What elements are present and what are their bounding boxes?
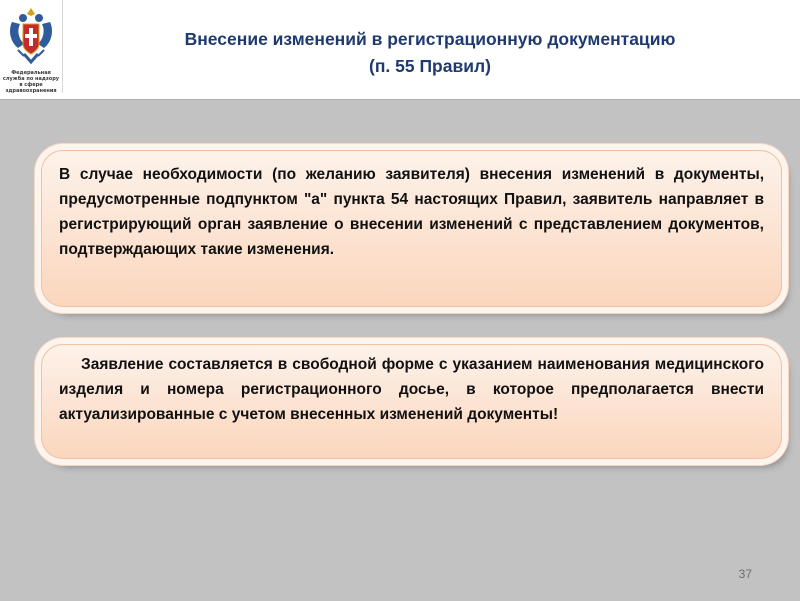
slide-header (0, 0, 800, 98)
info-box-application (41, 344, 782, 459)
page-number: 37 (738, 567, 752, 581)
info-box-conditions (41, 150, 782, 307)
title-line-2: (п. 55 Правил) (369, 56, 491, 76)
emblem-icon (4, 4, 58, 68)
page-title (80, 26, 780, 80)
slide-body (0, 99, 800, 601)
title-line-1: Внесение изменений в регистрационную документацию (184, 29, 676, 49)
logo-caption: Федеральная служба по надзору в сфере здравоохранения (2, 70, 60, 94)
info-box-conditions-text: В случае необходимости (по желанию заявителя) внесения изменений в документы, предусмотренные подпунктом "а" пункта 54 настоящих Правил, заявитель направляет в регистрирующий орган заявление о внесении изменений с представлением документов, подтверждающих такие изменения. (59, 166, 764, 258)
info-box-application-text: Заявление составляется в свободной форме с указанием наименования медицинского изделия и номера регистрационного досье, в которое предполагается внести актуализированные с учетом внесенных изменений документы! (59, 356, 764, 423)
logo (0, 0, 63, 93)
